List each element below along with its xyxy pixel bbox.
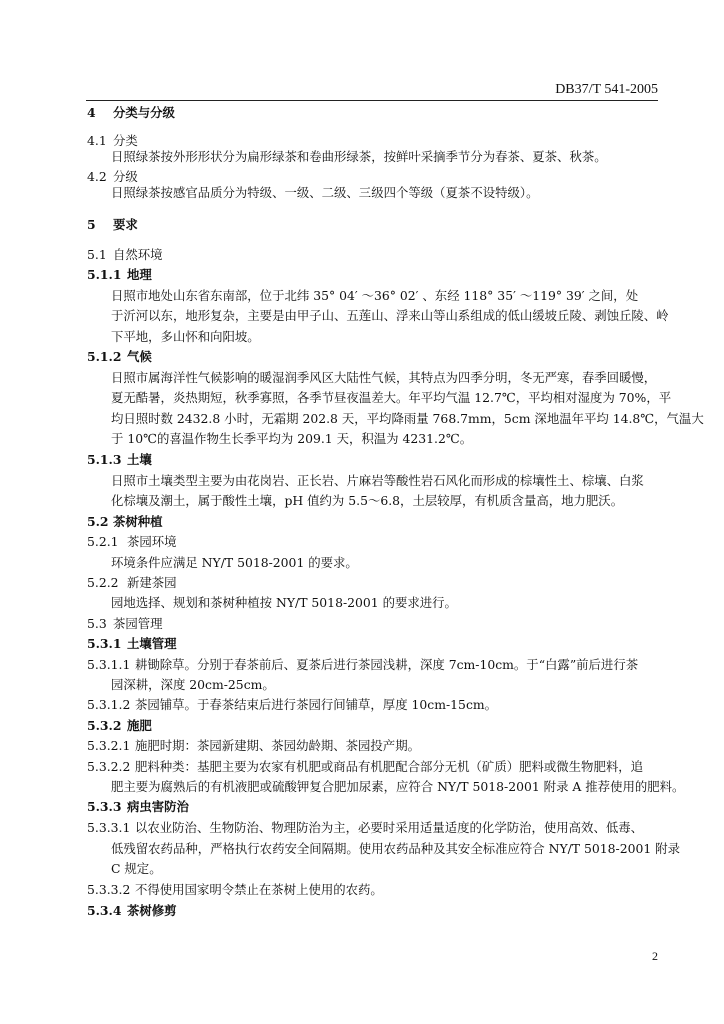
paragraph-text: 下平地，多山怀和向阳坡。 xyxy=(111,329,260,344)
section-number: 5.1.3 xyxy=(87,452,122,467)
paragraph-line xyxy=(111,780,684,794)
paragraph-text: 低残留农药品种，严格执行农药安全间隔期。使用农药品种及其安全标准应符合 NY/T 5018-2001 附录 xyxy=(111,841,680,856)
section-heading xyxy=(87,617,163,631)
section-heading xyxy=(87,170,138,184)
section-number: 5.2 xyxy=(87,514,109,529)
paragraph-text: 日照市属海洋性气候影响的暖湿润季风区大陆性气候，其特点为四季分明，冬无严寒，春季回暖慢， xyxy=(111,370,657,385)
section-number: 5.2.2 xyxy=(87,575,119,590)
paragraph-text: 肥主要为腐熟后的有机液肥或硫酸钾复合肥加尿素，应符合 NY/T 5018-2001 附录 A 推荐使用的肥料。 xyxy=(111,779,685,794)
section-title: 自然环境 xyxy=(113,247,163,262)
paragraph-line xyxy=(111,289,638,303)
paragraph-line xyxy=(111,371,656,385)
paragraph-line xyxy=(111,330,260,344)
section-heading xyxy=(87,350,152,364)
section-heading xyxy=(87,515,163,529)
section-number: 5.1.2 xyxy=(87,349,122,364)
header-rule xyxy=(86,100,658,101)
paragraph-line xyxy=(111,412,704,426)
section-number: 5.1.1 xyxy=(87,267,122,282)
section-heading xyxy=(87,760,643,774)
section-number: 5.3.2.2 xyxy=(87,759,131,774)
section-number: 5.3.3.2 xyxy=(87,882,131,897)
section-heading xyxy=(87,637,177,651)
paragraph-line xyxy=(111,862,162,876)
section-heading xyxy=(87,535,177,549)
section-heading xyxy=(87,821,643,835)
section-heading xyxy=(87,904,177,918)
paragraph-text: 日照市土壤类型主要为由花岗岩、正长岩、片麻岩等酸性岩石风化而形成的棕壤性土、棕壤、白浆 xyxy=(111,473,644,488)
paragraph-text: 均日照时数 2432.8 小时，无霜期 202.8 天，平均降雨量 768.7mm，5cm 深地温年平均 14.8℃，气温大 xyxy=(111,411,704,426)
section-heading xyxy=(87,800,189,814)
section-title: 土壤 xyxy=(127,452,152,467)
section-number: 5.3.1.2 xyxy=(87,697,131,712)
section-title: 茶园环境 xyxy=(127,534,177,549)
page-number: 2 xyxy=(652,949,658,963)
section-number: 5.3 xyxy=(87,616,107,631)
paragraph-text: 环境条件应满足 NY/T 5018-2001 的要求。 xyxy=(111,555,358,570)
paragraph-text: 夏无酷暑，炎热期短，秋季寡照，各季节昼夜温差大。年平均气温 12.7℃，平均相对湿度为 70%，平 xyxy=(111,390,672,405)
section-number: 4.1 xyxy=(87,133,107,148)
section-number: 5.2.1 xyxy=(87,534,119,549)
section-heading xyxy=(87,453,152,467)
paragraph-line xyxy=(111,596,457,610)
section-title: 茶园管理 xyxy=(113,616,163,631)
section-title: 病虫害防治 xyxy=(127,799,189,814)
section-title: 分类 xyxy=(113,133,138,148)
paragraph-line xyxy=(111,391,671,405)
paragraph-line xyxy=(111,432,472,446)
section-number: 5.3.2 xyxy=(87,718,122,733)
paragraph-line xyxy=(111,678,275,692)
section-title: 肥料种类：基肥主要为农家有机肥或商品有机肥配合部分无机（矿质）肥料或微生物肥料，追 xyxy=(135,759,644,774)
section-heading xyxy=(87,883,383,897)
section-title: 茶树种植 xyxy=(113,514,163,529)
paragraph-line xyxy=(111,842,680,856)
section-title: 分级 xyxy=(113,169,138,184)
section-title: 要求 xyxy=(113,217,138,232)
paragraph-line xyxy=(111,186,538,200)
section-number: 4 xyxy=(87,105,96,120)
section-number: 5.3.1.1 xyxy=(87,657,131,672)
paragraph-text: 园地选择、规划和茶树种植按 NY/T 5018-2001 的要求进行。 xyxy=(111,595,457,610)
section-heading xyxy=(87,218,138,232)
paragraph-text: 日照市地处山东省东南部，位于北纬 35° 04′ ～36° 02′ 、东经 118° 35′ ～119° 39′ 之间，处 xyxy=(111,288,639,303)
paragraph-line xyxy=(111,150,607,164)
section-heading xyxy=(87,248,163,262)
section-heading xyxy=(87,698,497,712)
section-title: 新建茶园 xyxy=(127,575,177,590)
section-number: 5.3.3 xyxy=(87,799,122,814)
section-heading xyxy=(87,268,152,282)
section-title: 地理 xyxy=(127,267,152,282)
paragraph-line xyxy=(111,474,644,488)
section-title: 土壤管理 xyxy=(127,636,177,651)
section-number: 5.3.1 xyxy=(87,636,122,651)
paragraph-text: C 规定。 xyxy=(111,861,162,876)
standard-code: DB37/T 541-2005 xyxy=(555,82,658,97)
section-number: 5.3.3.1 xyxy=(87,820,131,835)
paragraph-line xyxy=(111,494,623,508)
paragraph-text: 于沂河以东，地形复杂，主要是由甲子山、五莲山、浮来山等山系组成的低山缓坡丘陵、剥蚀丘陵、岭 xyxy=(111,308,669,323)
paragraph-text: 于 10℃的喜温作物生长季平均为 209.1 天，积温为 4231.2℃。 xyxy=(111,431,473,446)
paragraph-text: 日照绿茶按感官品质分为特级、一级、二级、三级四个等级（夏茶不设特级）。 xyxy=(111,185,539,200)
paragraph-text: 园深耕，深度 20cm-25cm。 xyxy=(111,677,275,692)
section-number: 5.3.2.1 xyxy=(87,738,131,753)
section-heading xyxy=(87,106,175,120)
section-title: 不得使用国家明令禁止在茶树上使用的农药。 xyxy=(135,882,383,897)
section-title: 耕锄除草。分别于春茶前后、夏茶后进行茶园浅耕，深度 7cm-10cm。于“白露”前后进行茶 xyxy=(135,657,639,672)
section-heading xyxy=(87,134,138,148)
section-heading xyxy=(87,739,420,753)
section-heading xyxy=(87,719,152,733)
section-number: 5.1 xyxy=(87,247,107,262)
section-heading xyxy=(87,658,638,672)
section-title: 茶树修剪 xyxy=(127,903,177,918)
section-number: 5 xyxy=(87,217,96,232)
paragraph-text: 化棕壤及潮土，属于酸性土壤，pH 值约为 5.5～6.8，土层较厚，有机质含量高，地力肥沃。 xyxy=(111,493,624,508)
section-title: 气候 xyxy=(127,349,152,364)
paragraph-line xyxy=(111,309,669,323)
section-title: 施肥时期：茶园新建期、茶园幼龄期、茶园投产期。 xyxy=(135,738,420,753)
section-title: 施肥 xyxy=(127,718,152,733)
paragraph-text: 日照绿茶按外形形状分为扁形绿茶和卷曲形绿茶，按鲜叶采摘季节分为春茶、夏茶、秋茶。 xyxy=(111,149,607,164)
paragraph-line xyxy=(111,556,358,570)
section-heading xyxy=(87,576,177,590)
section-title: 分类与分级 xyxy=(113,105,175,120)
section-number: 5.3.4 xyxy=(87,903,122,918)
section-title: 以农业防治、生物防治、物理防治为主，必要时采用适量适度的化学防治，使用高效、低毒、 xyxy=(135,820,644,835)
section-number: 4.2 xyxy=(87,169,107,184)
section-title: 茶园铺草。于春茶结束后进行茶园行间铺草，厚度 10cm-15cm。 xyxy=(135,697,498,712)
